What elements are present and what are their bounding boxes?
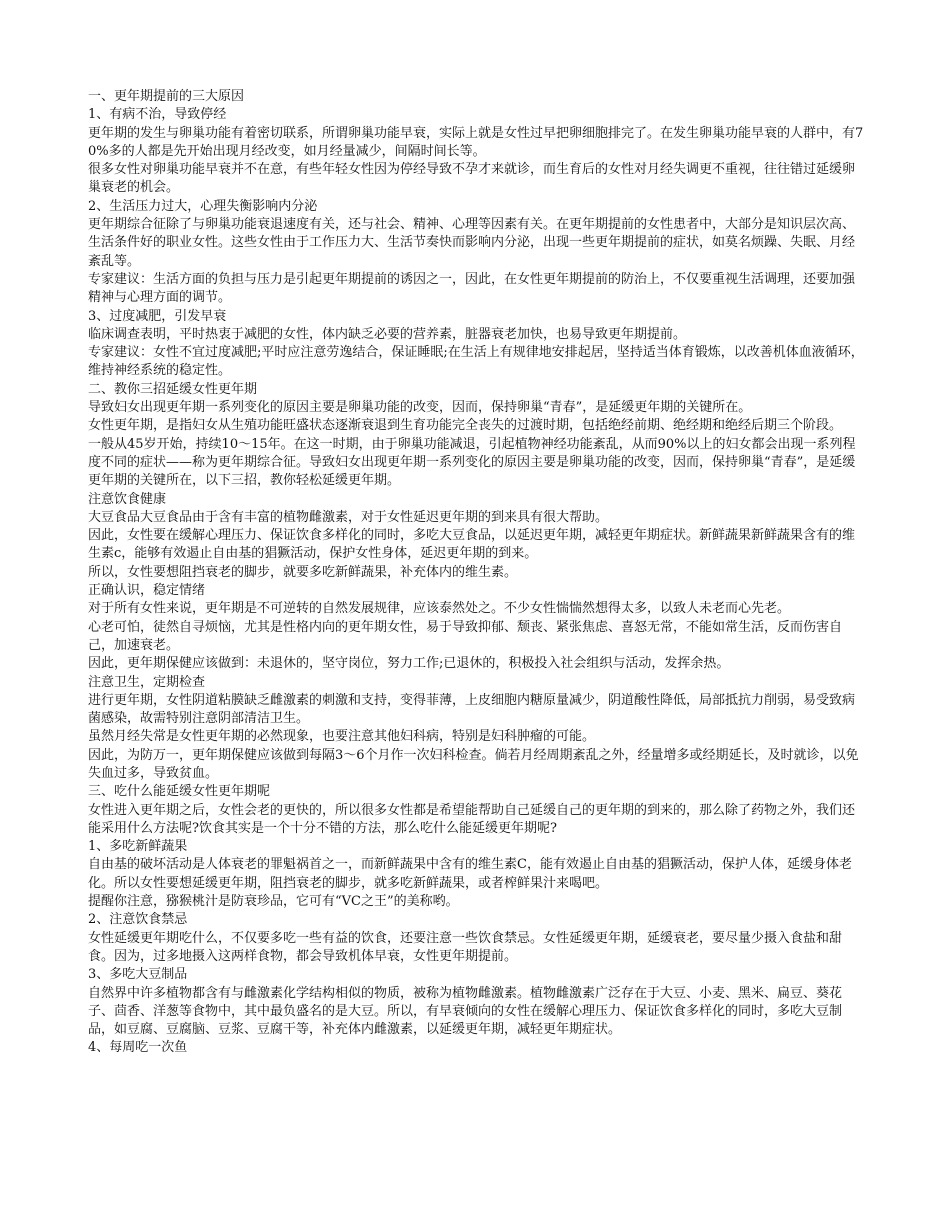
body-paragraph: 进行更年期，女性阴道粘膜缺乏雌激素的刺激和支持，变得菲薄，上皮细胞内糖原量减少，阴道酸性降低，局部抵抗力削弱，易受致病菌感染，故需特别注意阴部清洁卫生。 [88,692,856,727]
section-heading: 一、更年期提前的三大原因 [88,89,245,104]
body-paragraph: 因此，为防万一，更年期保健应该做到每隔3～6个月作一次妇科检查。倘若月经周期紊乱之外，经量增多或经期延长，及时就诊，以免失血过多，导致贫血。 [88,747,859,781]
body-paragraph: 一般从45岁开始，持续10～15年。在这一时期，由于卵巢功能减退，引起植物神经功能紊乱，从而90%以上的妇女都会出现一系列程度不同的症状——称为更年期综合征。导致妇女出现更年期一系列变化的原因主要是卵巢功能的改变，因而，保持卵巢“青春”，是延缓更年期的关键所在，以下三招，教你轻松延缓更年期。 [88,436,856,489]
subsection-heading: 1、多吃新鲜蔬果 [88,839,188,855]
subsection-heading: 2、生活压力过大，心理失衡影响内分泌 [88,198,318,214]
body-paragraph: 更年期综合征除了与卵巢功能衰退速度有关，还与社会、精神、心理等因素有关。在更年期提前的女性患者中，大部分是知识层次高、生活条件好的职业女性。这些女性由于工作压力大、生活节奏快而影响内分泌，出现一些更年期提前的症状，如莫名烦躁、失眠、月经紊乱等。 [88,217,856,269]
body-paragraph: 虽然月经失常是女性更年期的必然现象，也要注意其他妇科病，特别是妇科肿瘤的可能。 [88,729,596,745]
body-paragraph: 专家建议：生活方面的负担与压力是引起更年期提前的诱因之一，因此，在女性更年期提前的防治上，不仅要重视生活调理，还要加强精神与心理方面的调节。 [88,271,856,306]
body-paragraph: 提醒你注意，猕猴桃汁是防衰珍品，它可有“VC之王”的美称哟。 [88,894,459,910]
body-paragraph: 女性更年期，是指妇女从生殖功能旺盛状态逐渐衰退到生育功能完全丧失的过渡时期，包括绝经前期、绝经期和绝经后期三个阶段。 [88,418,843,434]
subsection-heading: 1、有病不治，导致停经 [88,107,227,123]
body-paragraph: 更年期的发生与卵巢功能有着密切联系，所谓卵巢功能早衰，实际上就是女性过早把卵细胞排完了。在发生卵巢功能早衰的人群中，有70%多的人都是先开始出现月经改变，如月经量减少，间隔时间长等。 [88,125,864,159]
body-paragraph: 女性进入更年期之后，女性会老的更快的，所以很多女性都是希望能帮助自己延缓自己的更年期的到来的，那么除了药物之外，我们还能采用什么方法呢?饮食其实是一个十分不错的方法，那么吃什么能延缓更年期呢? [88,802,856,836]
section-heading: 二、教你三招延缓女性更年期 [88,381,258,397]
body-paragraph: 女性延缓更年期吃什么，不仅要多吃一些有益的饮食，还要注意一些饮食禁忌。女性延缓更年期，延缓衰老，要尽量少摄入食盐和甜食。因为，过多地摄入这两样食物，都会导致机体早衰，女性更年期提前。 [88,930,843,964]
body-paragraph: 所以，女性要想阻挡衰老的脚步，就要多吃新鲜蔬果，补充体内的维生素。 [88,564,518,580]
section-heading: 三、吃什么能延缓女性更年期呢 [88,784,271,800]
subsection-heading: 3、过度减肥，引发早衰 [88,308,227,324]
body-paragraph: 因此，更年期保健应该做到：未退休的，坚守岗位，努力工作;已退休的，积极投入社会组织与活动，发挥余热。 [88,656,730,672]
subsection-heading: 2、注意饮食禁忌 [88,912,188,928]
document-body [88,88,864,1058]
body-paragraph: 临床调查表明，平时热衷于减肥的女性，体内缺乏必要的营养素，脏器衰老加快，也易导致更年期提前。 [88,326,687,342]
body-paragraph: 心老可怕，徒然自寻烦恼，尤其是性格内向的更年期女性，易于导致抑郁、颓丧、紧张焦虑、喜怒无常，不能如常生活，反而伤害自己，加速衰老。 [88,619,843,653]
body-paragraph: 自由基的破坏活动是人体衰老的罪魁祸首之一，而新鲜蔬果中含有的维生素C，能有效遏止自由基的猖獗活动，保护人体，延缓身体老化。所以女性要想延缓更年期，阻挡衰老的脚步，就多吃新鲜蔬果，或者榨鲜果汁来喝吧。 [88,857,852,891]
subsection-heading: 注意饮食健康 [88,491,167,507]
body-paragraph: 专家建议：女性不宜过度减肥;平时应注意劳逸结合，保证睡眠;在生活上有规律地安排起居，坚持适当体育锻炼，以改善机体血液循环，维持神经系统的稳定性。 [88,345,864,379]
body-paragraph: 因此，女性要在缓解心理压力、保证饮食多样化的同时，多吃大豆食品，以延迟更年期，减轻更年期症状。新鲜蔬果新鲜蔬果含有的维生素c，能够有效遏止自由基的猖獗活动，保护女性身体，延迟更年期的到来。 [88,528,856,562]
subsection-heading: 注意卫生，定期检查 [88,674,206,690]
subsection-heading: 4、每周吃一次鱼 [88,1040,188,1056]
body-paragraph: 对于所有女性来说，更年期是不可逆转的自然发展规律，应该泰然处之。不少女性惴惴然想得太多，以致人未老而心先老。 [88,601,791,617]
body-paragraph: 导致妇女出现更年期一系列变化的原因主要是卵巢功能的改变，因而，保持卵巢“青春”，是延缓更年期的关键所在。 [88,400,752,416]
body-paragraph: 大豆食品大豆食品由于含有丰富的植物雌激素，对于女性延迟更年期的到来具有很大帮助。 [88,509,609,525]
body-paragraph: 很多女性对卵巢功能早衰并不在意，有些年轻女性因为停经导致不孕才来就诊，而生育后的女性对月经失调更不重视，往往错过延缓卵巢衰老的机会。 [88,162,856,196]
subsection-heading: 3、多吃大豆制品 [88,967,188,983]
body-paragraph: 自然界中许多植物都含有与雌激素化学结构相似的物质，被称为植物雌激素。植物雌激素广泛存在于大豆、小麦、黑米、扁豆、葵花子、茴香、洋葱等食物中，其中最负盛名的是大豆。所以，有早衰倾向的女性在缓解心理压力、保证饮食多样化的同时，多吃大豆制品，如豆腐、豆腐脑、豆浆、豆腐干等，补充体内雌激素，以延缓更年期，减轻更年期症状。 [88,985,843,1038]
subsection-heading: 正确认识，稳定情绪 [88,583,206,599]
